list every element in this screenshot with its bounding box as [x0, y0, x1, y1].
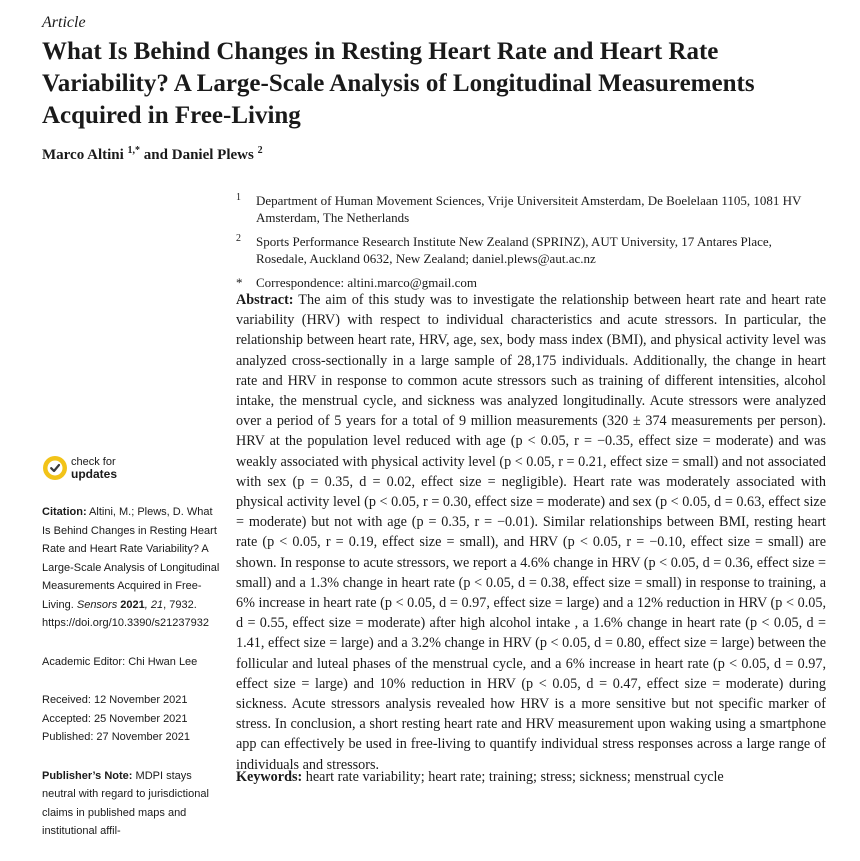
badge-line-2: updates	[71, 467, 118, 481]
check-for-updates-badge[interactable]	[42, 455, 222, 481]
publishers-note-label: Publisher’s Note:	[42, 769, 133, 782]
abstract	[236, 290, 826, 775]
author-name: Marco Altini	[42, 147, 124, 163]
author-affil-mark: 1,*	[127, 145, 141, 156]
paper-title: What Is Behind Changes in Resting Heart Rate and Heart Rate Variability? A Large-Scale Analysis of Longitudinal Measurements Acquired in Free-Living	[42, 38, 755, 129]
abstract-label: Abstract:	[236, 292, 294, 308]
citation-year: 2021	[117, 598, 145, 611]
author-line	[42, 145, 263, 164]
affiliation-text: Sports Performance Research Institute New Zealand (SPRINZ), AUT University, 17 Antares Place, Rosedale, Auckland 0632, New Zealand; daniel.plews@aut.ac.nz	[256, 234, 772, 266]
citation	[42, 503, 222, 633]
check-for-updates-icon	[42, 455, 68, 481]
citation-doi[interactable]: , 7932. https://doi.org/10.3390/s21237932	[42, 598, 209, 629]
affiliation-text: Department of Human Movement Sciences, Vrije Universiteit Amsterdam, De Boelelaan 1105, 1081 HV Amsterdam, The Netherlands	[256, 193, 802, 225]
affiliation-mark: *	[236, 275, 243, 290]
affiliation-mark: 2	[236, 233, 241, 244]
published-date: Published: 27 November 2021	[42, 731, 190, 743]
citation-journal: Sensors	[76, 598, 118, 611]
publishers-note	[42, 767, 222, 841]
citation-label: Citation:	[42, 506, 87, 518]
badge-text	[71, 456, 117, 480]
publishers-note-text: MDPI stays neutral with regard to jurisdictional claims in published maps and institutional affil-	[42, 769, 209, 837]
badge-line-1: check for	[71, 456, 116, 468]
keywords-label: Keywords:	[236, 769, 303, 785]
citation-text: Altini, M.; Plews, D. What Is Behind Changes in Resting Heart Rate and Heart Rate Variability? A Large-Scale Analysis of Longitudinal Measurements Acquired in Free-Living.	[42, 506, 220, 611]
affiliation-1	[236, 192, 826, 226]
affiliation-2	[236, 233, 826, 267]
citation-volume: , 21	[144, 598, 164, 611]
publication-dates	[42, 691, 222, 747]
affiliation-text: Correspondence: altini.marco@gmail.com	[256, 275, 477, 290]
correspondence	[236, 274, 826, 291]
keywords-text: heart rate variability; heart rate; training; stress; sickness; menstrual cycle	[302, 769, 724, 785]
accepted-date: Accepted: 25 November 2021	[42, 712, 188, 725]
author-conjunction: and	[140, 147, 172, 163]
academic-editor: Academic Editor: Chi Hwan Lee	[42, 655, 198, 668]
affiliations	[236, 192, 826, 298]
article-type: Article	[42, 14, 86, 31]
abstract-text: The aim of this study was to investigate the relationship between heart rate and heart rate variability (HRV) with respect to individual characteristics and acute stressors. In particular, the relationship between heart rate, HRV, age, sex, body mass index (BMI), and physical activity level was analyzed cross-sectionally in a large sample of 28,175 individuals. Additionally, the change in heart rate and HRV in response to common acute stressors such as training of different intensities, alcohol intake, the menstrual cycle, and sickness was analyzed longitudinally. Acute stressors were analyzed over a period of 5 years for a total of 9 million measurements (320 ± 374 measurements per person). HRV at the population level reduced with age (p < 0.05, r = −0.35, effect size = moderate) and was weakly associated with physical activity level (p < 0.05, r = 0.21, effect size = small) and not associated with sex (p = 0.35, d = 0.02, effect size = negligible). Heart rate was moderately associated with physical activity level (p < 0.05, r = 0.30, effect size = moderate) and sex (p < 0.05, d = 0.63, effect size = moderate) but not with age (p = 0.35, r = −0.01). Similar relationships between BMI, resting heart rate (p < 0.05, r = 0.19, effect size = small), and HRV (p < 0.05, r = −0.10, effect size = small) are shown. In response to acute stressors, we report a 4.6% change in HRV (p < 0.05, d = 0.36, effect size = small) and a 1.3% change in heart rate (p < 0.05, d = 0.38, effect size = small) in response to training, a 6% increase in heart rate (p < 0.05, d = 0.97, effect size = large) and a 12% reduction in HRV (p < 0.05, d = 0.55, effect size = moderate) after high alcohol intake , a 1.6% change in heart rate (p < 0.05, d = 1.41, effect size = large) and a 3.2% change in HRV (p < 0.05, d = 0.80, effect size = large) between the follicular and luteal phases of the menstrual cycle, and a 6% increase in heart rate (p < 0.05, d = 0.97, effect size = large) and 10% reduction in HRV (p < 0.05, d = 0.47, effect size = moderate) during sickness. Acute stressors analysis revealed how HRV is a more sensitive but not specific marker of stress. In conclusion, a short resting heart rate and HRV measurement upon waking using a smartphone app can effectively be used in free-living to quantify individual stress responses across a large range of individuals and stressors.	[236, 292, 826, 773]
author-name: Daniel Plews	[171, 147, 254, 163]
author-affil-mark: 2	[257, 145, 263, 156]
received-date: Received: 12 November 2021	[42, 694, 188, 706]
keywords	[236, 767, 826, 787]
affiliation-mark: 1	[236, 192, 241, 203]
